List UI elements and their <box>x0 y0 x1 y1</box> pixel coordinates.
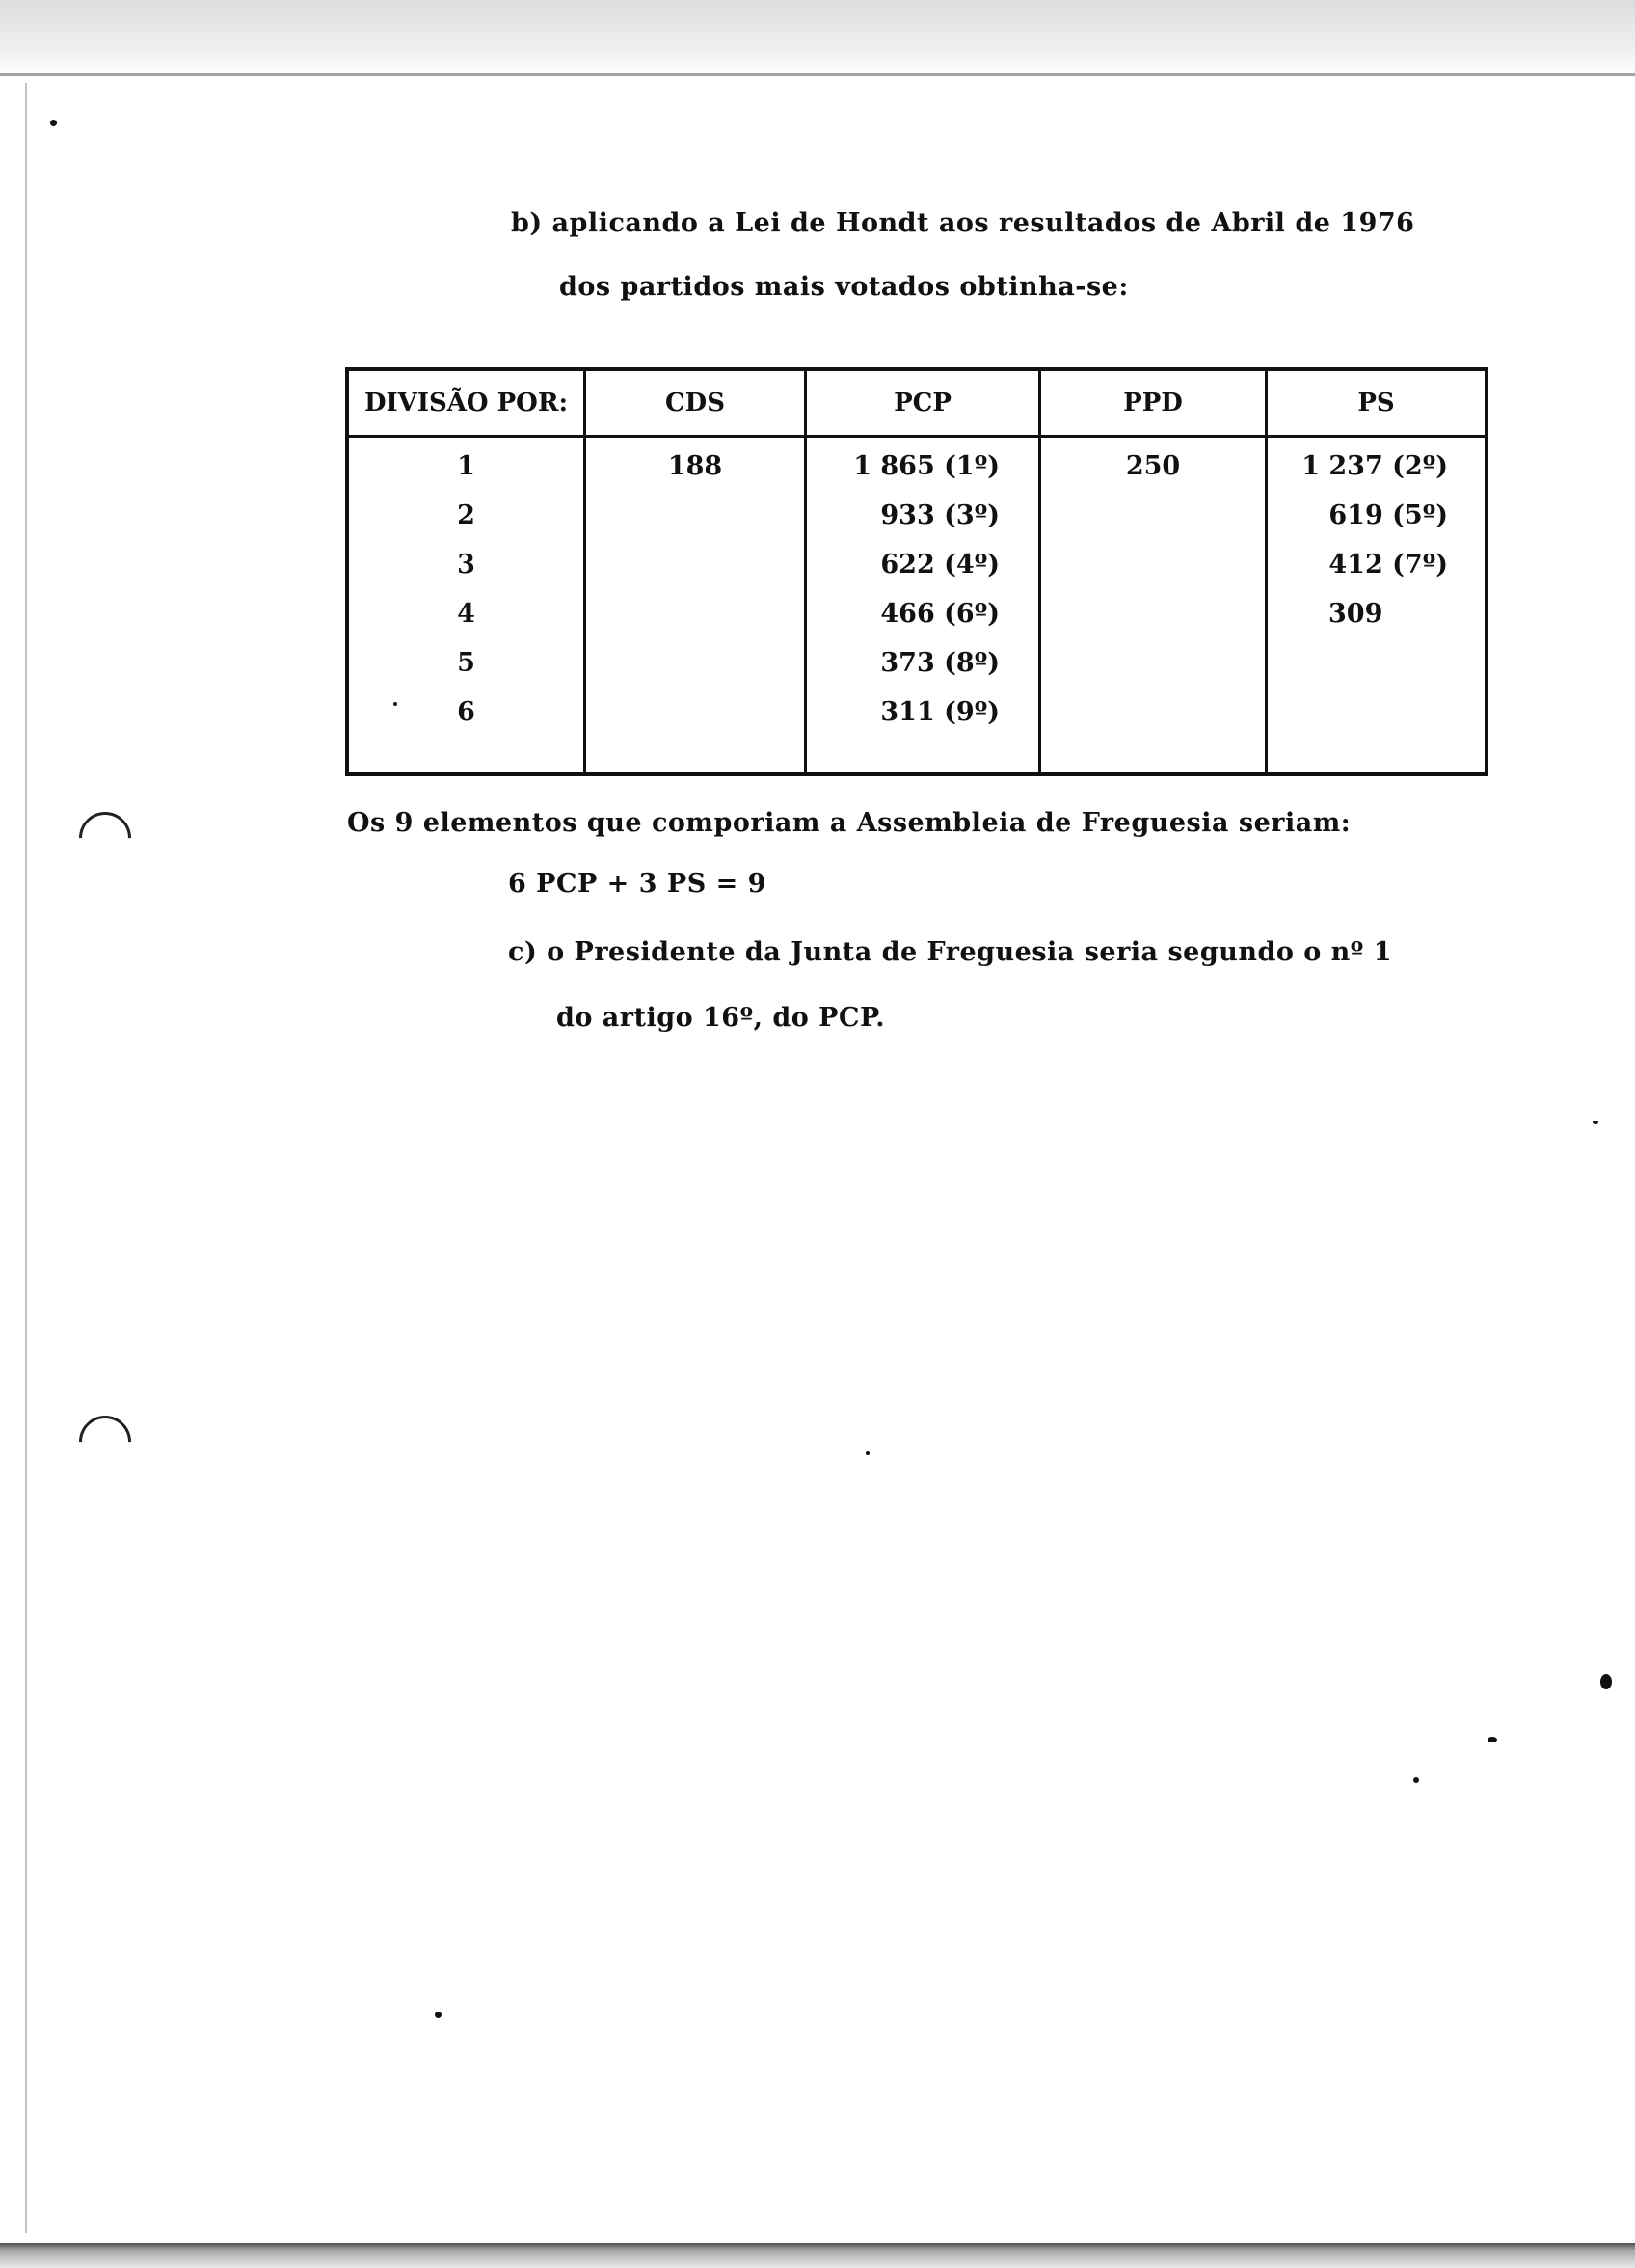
pcp-cell: 1 865 (1º) <box>853 451 1000 481</box>
pcp-cell: 311 (9º) <box>880 697 1000 727</box>
header-pcp: PCP <box>894 389 952 418</box>
cds-cell: 188 <box>667 451 723 481</box>
pcp-cell: 622 (4º) <box>880 550 1000 580</box>
pcp-cell: 933 (3º) <box>880 500 1000 530</box>
page-left-edge <box>25 83 27 2233</box>
ps-cell: 309 <box>1328 599 1383 629</box>
speck <box>1413 1777 1419 1783</box>
column-divisor <box>349 371 583 772</box>
column-pcp <box>804 371 1038 772</box>
divisor-cell: 1 <box>457 451 475 481</box>
header-ppd: PPD <box>1123 389 1183 418</box>
punch-hole-lower <box>68 1405 142 1478</box>
divisor-cell: 4 <box>457 599 475 629</box>
column-ppd <box>1038 371 1265 772</box>
speck <box>866 1451 870 1455</box>
column-ps <box>1265 371 1485 772</box>
paragraph-b-line-1: b) aplicando a Lei de Hondt aos resultados de Abril de 1976 <box>511 208 1415 238</box>
pcp-cell: 466 (6º) <box>880 599 1000 629</box>
paragraph-c-line-2: do artigo 16º, do PCP. <box>556 1003 886 1033</box>
speck <box>435 2012 442 2018</box>
header-divisor: DIVISÃO POR: <box>363 389 569 418</box>
scan-top-rule <box>0 73 1635 76</box>
header-ps: PS <box>1357 389 1395 418</box>
hondt-table <box>345 367 1488 776</box>
header-cds: CDS <box>664 389 726 418</box>
paragraph-c-line-1: c) o Presidente da Junta de Freguesia seria segundo o nº 1 <box>508 937 1392 967</box>
speck <box>1488 1737 1497 1742</box>
scan-top-edge <box>0 0 1635 79</box>
speck <box>1600 1674 1612 1689</box>
divisor-cell: 6 <box>457 697 475 727</box>
pcp-cell: 373 (8º) <box>880 648 1000 678</box>
punch-hole-upper <box>68 801 142 875</box>
ps-cell: 619 (5º) <box>1328 500 1448 530</box>
speck <box>50 120 57 126</box>
divisor-cell: 2 <box>457 500 475 530</box>
divisor-cell: 3 <box>457 550 475 580</box>
ps-cell: 412 (7º) <box>1328 550 1448 580</box>
paragraph-b-line-2: dos partidos mais votados obtinha-se: <box>559 272 1129 302</box>
seat-sum: 6 PCP + 3 PS = 9 <box>508 869 766 899</box>
column-cds <box>583 371 804 772</box>
speck <box>1593 1120 1598 1124</box>
ppd-cell: 250 <box>1125 451 1181 481</box>
divisor-cell: 5 <box>457 648 475 678</box>
ps-cell: 1 237 (2º) <box>1301 451 1448 481</box>
scan-bottom-edge <box>0 2243 1635 2268</box>
members-sentence: Os 9 elementos que comporiam a Assembleia de Freguesia seriam: <box>347 808 1352 838</box>
